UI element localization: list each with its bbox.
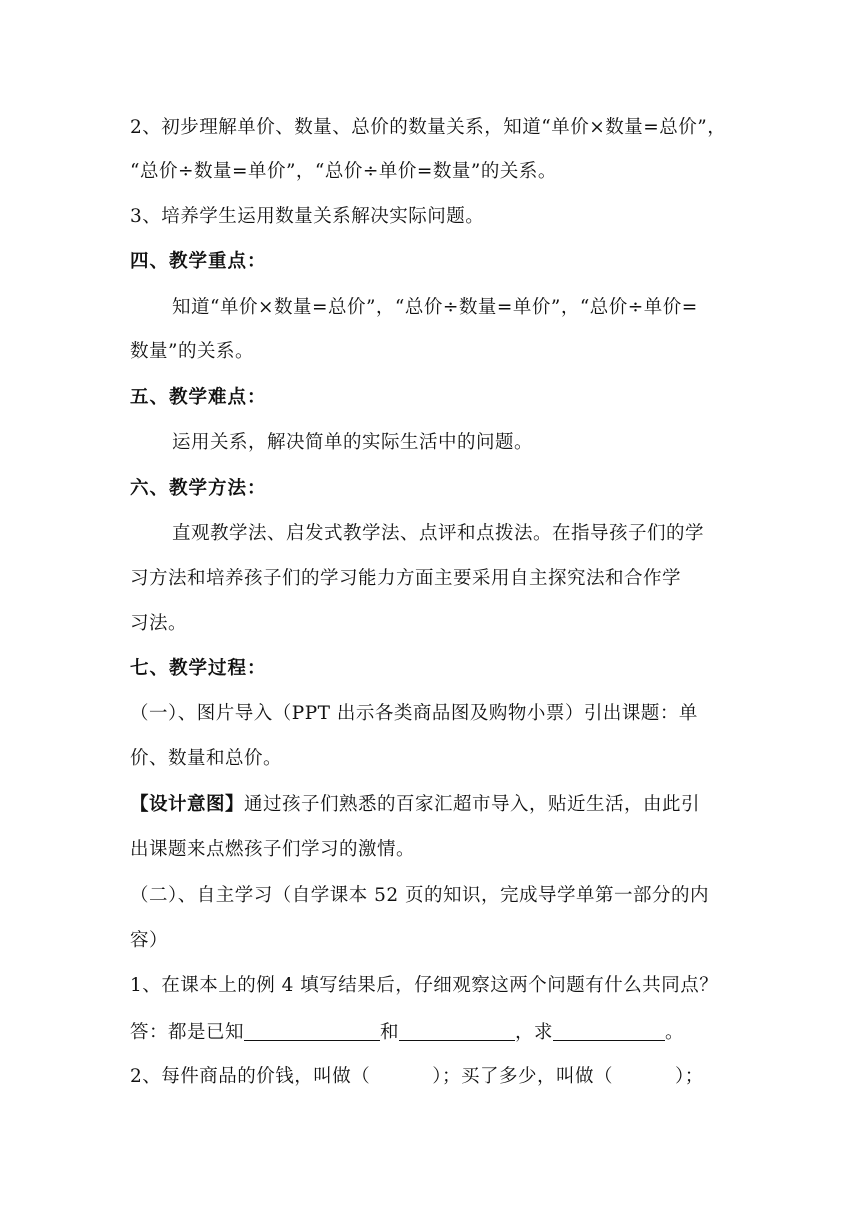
teaching-focus-line-1: 知道“单价×数量=总价”，“总价÷数量=单价”，“总价÷单价=	[172, 297, 698, 318]
design-intent-line-1	[130, 793, 734, 817]
question-2-part-2: ）；买了多少，叫做（	[432, 1066, 614, 1087]
answer-end: 。	[665, 1022, 685, 1043]
question-2-part-3: ）；	[675, 1066, 704, 1087]
heading-teaching-process: 七、教学过程：	[130, 658, 267, 679]
teaching-difficulty-text: 运用关系，解决简单的实际生活中的问题。	[172, 432, 534, 453]
design-intent-text: 通过孩子们熟悉的百家汇超市导入，贴近生活，由此引	[244, 794, 701, 815]
question-2	[130, 1065, 734, 1089]
heading-teaching-difficulty: 五、教学难点：	[130, 387, 267, 408]
design-intent-line-2: 出课题来点燃孩子们学习的激情。	[130, 839, 416, 860]
process-step-2-line-2: 容）	[130, 930, 169, 951]
answer-blank-2[interactable]	[399, 1020, 515, 1041]
answer-blank-1[interactable]	[244, 1020, 380, 1041]
objective-3: 3、培养学生运用数量关系解决实际问题。	[130, 206, 485, 227]
heading-teaching-method: 六、教学方法：	[130, 478, 267, 499]
objective-2-line-2: “总价÷数量=单价”，“总价÷单价=数量”的关系。	[130, 161, 557, 182]
answer-ask: ，求	[515, 1022, 554, 1043]
process-step-1-line-2: 价、数量和总价。	[130, 748, 283, 769]
design-intent-label: 【设计意图】	[130, 794, 245, 815]
teaching-method-line-3: 习法。	[130, 613, 188, 634]
teaching-focus-line-2: 数量”的关系。	[130, 341, 254, 362]
process-step-2-line-1: （二）、自主学习（自学课本 52 页的知识，完成导学单第一部分的内	[130, 885, 710, 906]
answer-line	[130, 1020, 734, 1045]
objective-2-line-1: 2、初步理解单价、数量、总价的数量关系，知道“单价×数量=总价”，	[130, 117, 727, 138]
teaching-method-line-2: 习方法和培养孩子们的学习能力方面主要采用自主探究法和合作学	[130, 568, 682, 589]
answer-and: 和	[380, 1022, 400, 1043]
question-1: 1、在课本上的例 4 填写结果后，仔细观察这两个问题有什么共同点？	[130, 975, 719, 996]
answer-blank-3[interactable]	[553, 1020, 665, 1041]
question-2-part-1: 2、每件商品的价钱，叫做（	[130, 1066, 371, 1087]
heading-teaching-focus: 四、教学重点：	[130, 251, 267, 272]
teaching-method-line-1: 直观教学法、启发式教学法、点评和点拨法。在指导孩子们的学	[172, 523, 705, 544]
process-step-1-line-1: （一）、图片导入（PPT 出示各类商品图及购物小票）引出课题：单	[130, 703, 698, 724]
answer-prefix: 答：都是已知	[130, 1022, 245, 1043]
